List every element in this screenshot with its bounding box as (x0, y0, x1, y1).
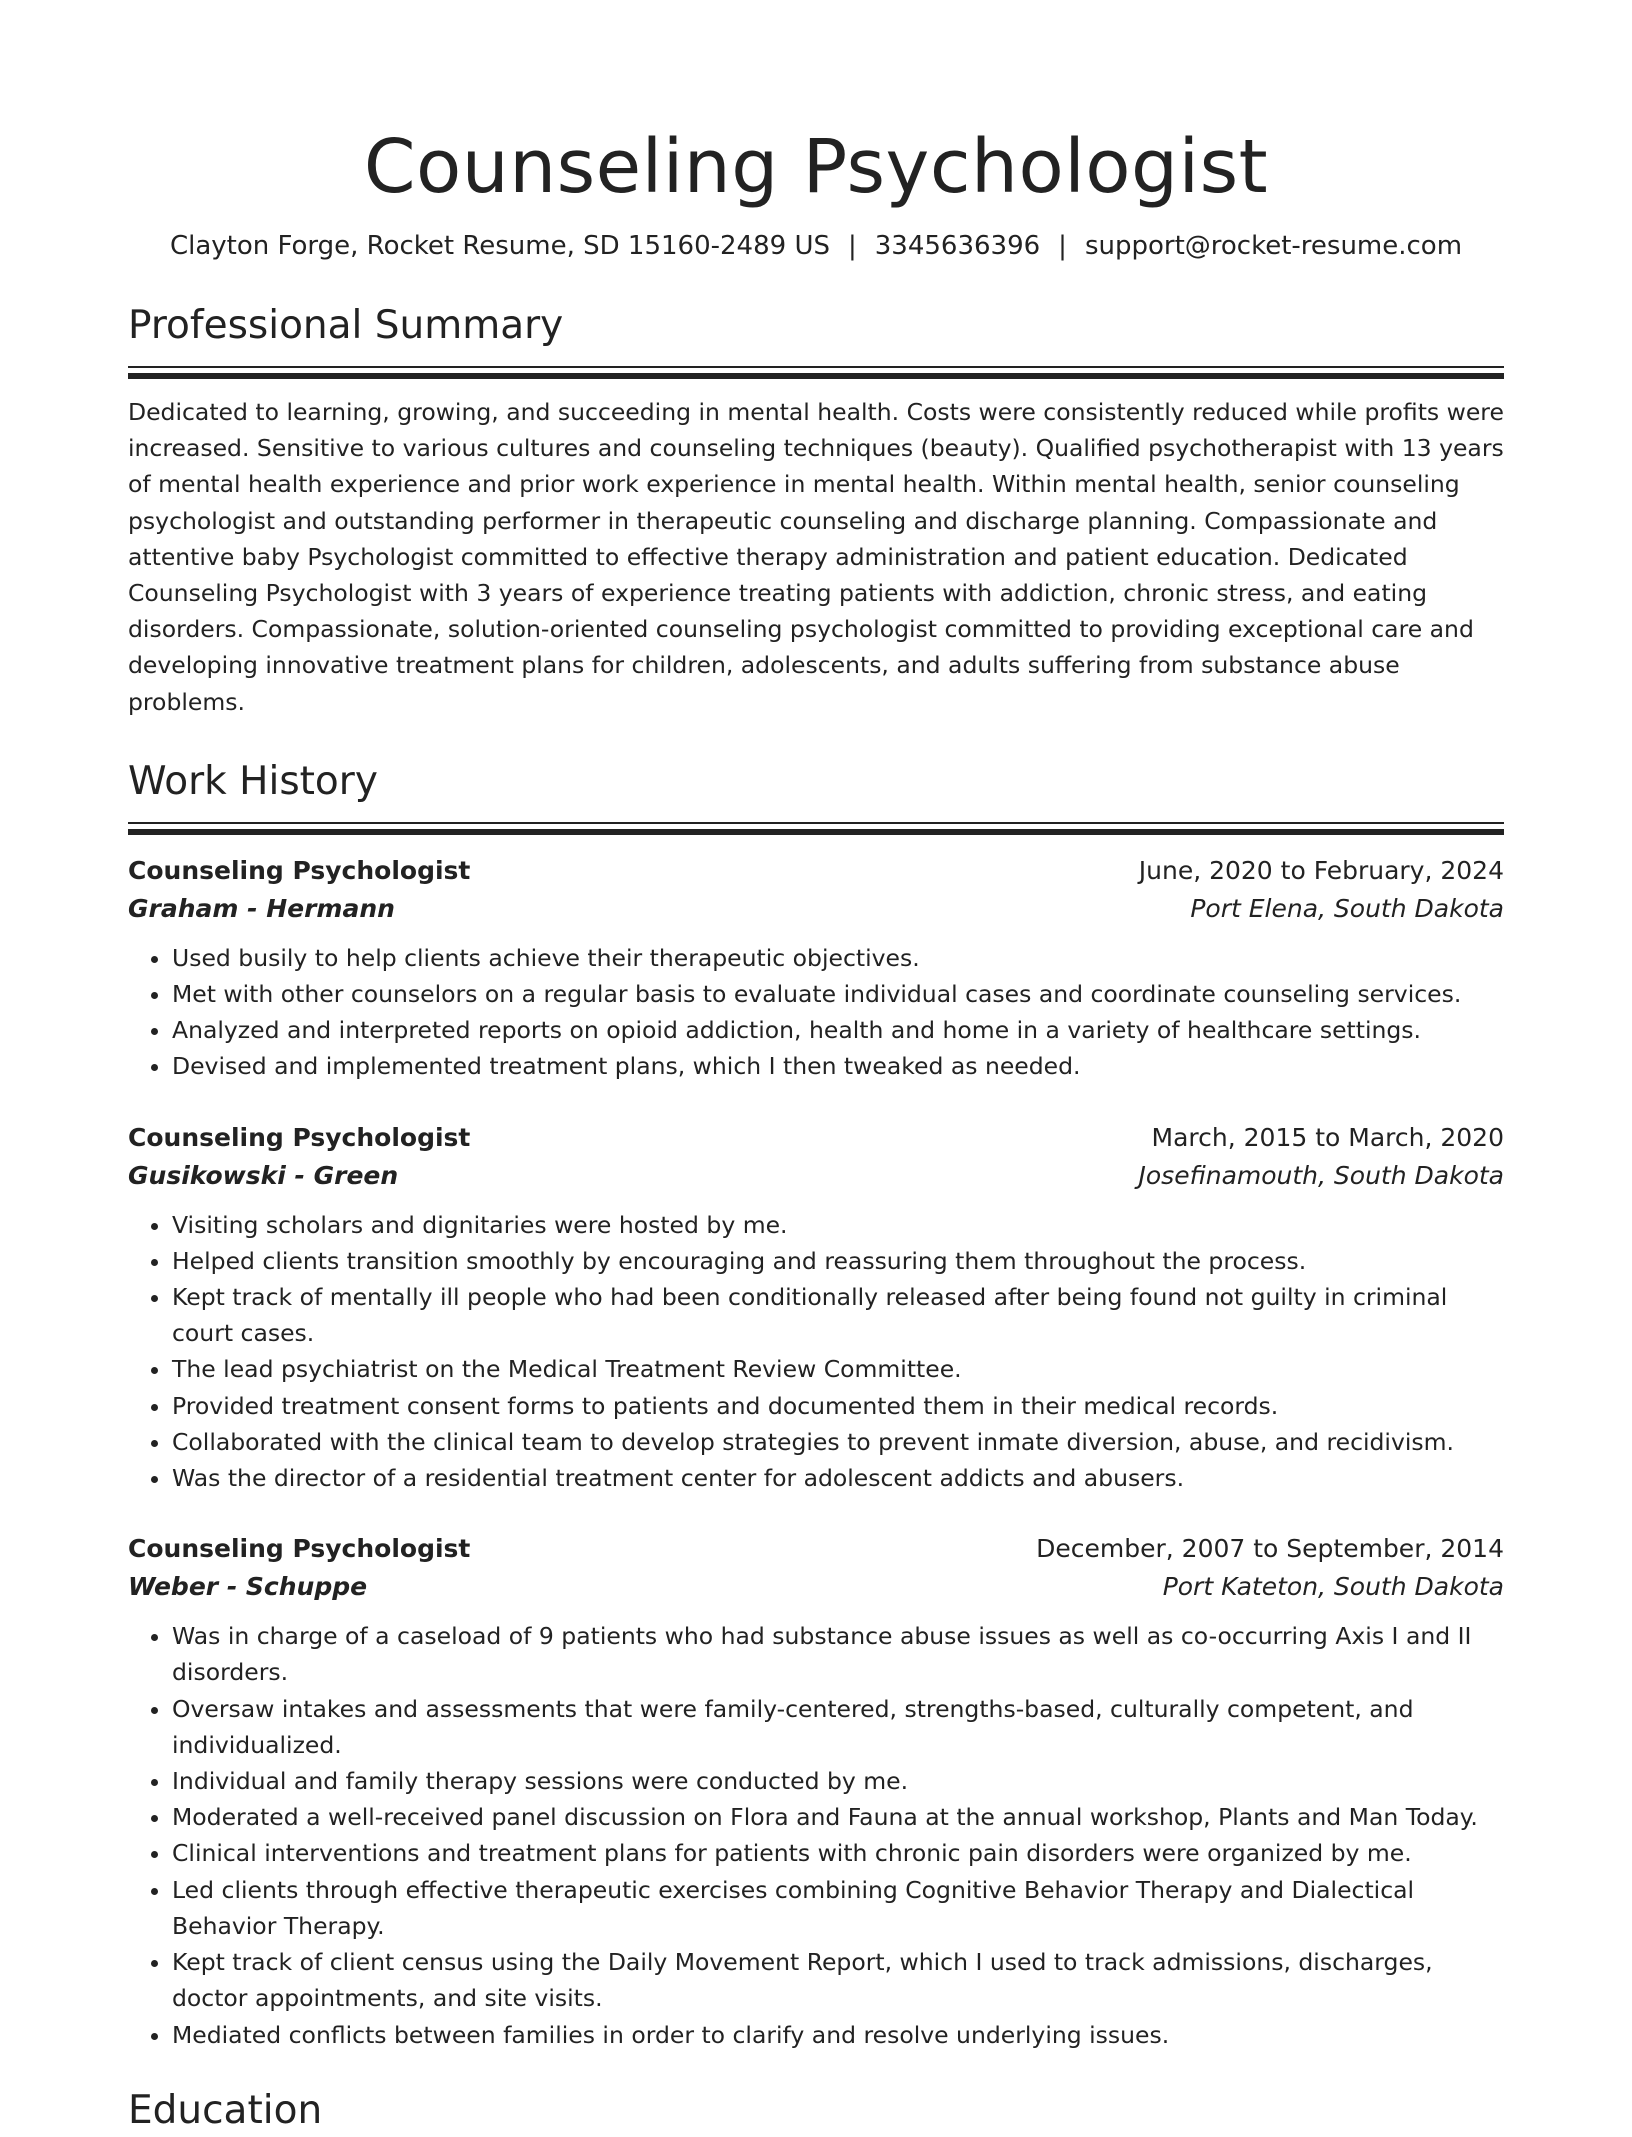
job-dates: June, 2020 to February, 2024 (1138, 855, 1504, 885)
job-bullet: • Was in charge of a caseload of 9 patients who had substance abuse issues as well as co-occurring Axis I and II disorders. (172, 1618, 1504, 1690)
contact-separator: | (1058, 231, 1067, 261)
job-bullet: • Devised and implemented treatment plans, which I then tweaked as needed. (172, 1048, 1504, 1084)
summary-text: Dedicated to learning, growing, and succeeding in mental health. Costs were consistently reduced while profits were increased. Sensitive to various cultures and counseling techniques (beauty). Qualified psychotherapist with 13 years of mental health experience and prior work experience in mental health. Within mental health, senior counseling psychologist and outstanding performer in therapeutic counseling and discharge planning. Compassionate and attentive baby Psychologist committed to effective therapy administration and patient education. Dedicated Counseling Psychologist with 3 years of experience treating patients with addiction, chronic stress, and eating disorders. Compassionate, solution-oriented counseling psychologist committed to providing exceptional care and developing innovative treatment plans for children, adolescents, and adults suffering from substance abuse problems. (128, 398, 1504, 716)
job-company: Gusikowski - Green (128, 1160, 399, 1190)
job-bullet: • Collaborated with the clinical team to develop strategies to prevent inmate diversion, abuse, and recidivism. (172, 1424, 1504, 1460)
job-company-row (128, 1157, 1504, 1195)
job-header-row (128, 1119, 1504, 1157)
job-header-row (128, 1530, 1504, 1568)
contact-separator: | (847, 231, 857, 261)
job-bullet: • Kept track of client census using the Daily Movement Report, which I used to track admissions, discharges, doctor appointments, and site visits. (172, 1944, 1504, 2016)
job-bullets (128, 1207, 1504, 1497)
job-bullet: • Mediated conflicts between families in order to clarify and resolve underlying issues. (172, 2017, 1504, 2053)
contact-line (128, 228, 1504, 264)
job-title: Counseling Psychologist (128, 855, 471, 885)
job-bullet: • Met with other counselors on a regular basis to evaluate individual cases and coordinate counseling services. (172, 976, 1504, 1012)
job-bullet: • Oversaw intakes and assessments that were family-centered, strengths-based, culturally competent, and individualized. (172, 1691, 1504, 1763)
job-bullet: • Was the director of a residential treatment center for adolescent addicts and abusers. (172, 1460, 1504, 1496)
job-entry (128, 1119, 1504, 1497)
job-location: Port Elena, South Dakota (1190, 893, 1504, 923)
job-bullet: • Individual and family therapy sessions were conducted by me. (172, 1763, 1504, 1799)
job-dates: December, 2007 to September, 2014 (1036, 1534, 1504, 1564)
job-bullet: • Led clients through effective therapeutic exercises combining Cognitive Behavior Therapy and Dialectical Behavior Therapy. (172, 1872, 1504, 1944)
job-bullet: • Helped clients transition smoothly by encouraging and reassuring them throughout the process. (172, 1243, 1504, 1279)
job-title: Counseling Psychologist (128, 1534, 471, 1564)
job-bullet: • Clinical interventions and treatment plans for patients with chronic pain disorders were organized by me. (172, 1835, 1504, 1871)
job-location: Port Kateton, South Dakota (1162, 1572, 1504, 1602)
summary-heading: Professional Summary (128, 303, 564, 348)
job-dates: March, 2015 to March, 2020 (1151, 1122, 1504, 1152)
job-bullet: • The lead psychiatrist on the Medical Treatment Review Committee. (172, 1351, 1504, 1387)
section-divider (128, 366, 1504, 378)
job-bullets (128, 940, 1504, 1085)
job-company: Weber - Schuppe (128, 1572, 368, 1602)
job-bullet: • Provided treatment consent forms to patients and documented them in their medical records. (172, 1388, 1504, 1424)
section-divider (128, 822, 1504, 834)
contact-address: Clayton Forge, Rocket Resume, SD 15160-2489 US (169, 231, 830, 261)
job-company-row (128, 890, 1504, 928)
contact-phone: 3345636396 (874, 231, 1041, 261)
contact-email: support@rocket-resume.com (1084, 231, 1463, 261)
job-location: Josefinamouth, South Dakota (1138, 1160, 1504, 1190)
job-bullet: • Visiting scholars and dignitaries were hosted by me. (172, 1207, 1504, 1243)
education-heading: Education (128, 2087, 323, 2133)
job-bullet: • Used busily to help clients achieve their therapeutic objectives. (172, 940, 1504, 976)
resume-name: Counseling Psychologist (363, 124, 1269, 210)
job-bullet: • Moderated a well-received panel discussion on Flora and Fauna at the annual workshop, Plants and Man Today. (172, 1799, 1504, 1835)
job-entry (128, 852, 1504, 1085)
job-header-row (128, 852, 1504, 890)
job-company: Graham - Hermann (128, 893, 395, 923)
work-history-heading: Work History (128, 758, 378, 804)
job-bullet: • Analyzed and interpreted reports on opioid addiction, health and home in a variety of healthcare settings. (172, 1012, 1504, 1048)
job-bullet: • Kept track of mentally ill people who had been conditionally released after being found not guilty in criminal court cases. (172, 1279, 1504, 1351)
job-company-row (128, 1568, 1504, 1606)
job-bullets (128, 1618, 1504, 2052)
job-entry (128, 1530, 1504, 2052)
job-title: Counseling Psychologist (128, 1122, 471, 1152)
